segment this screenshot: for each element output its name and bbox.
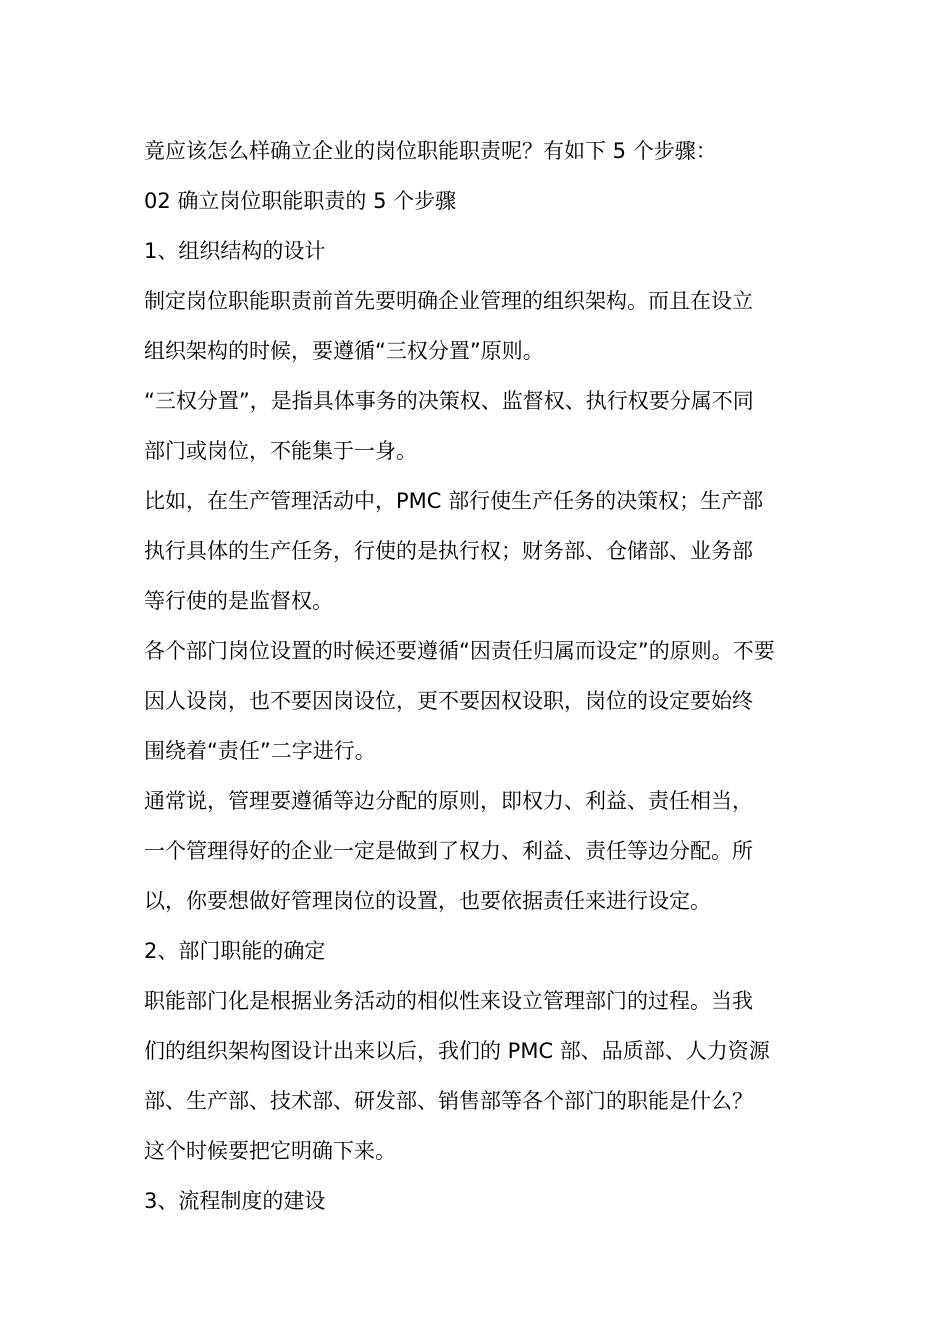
- paragraph-line: 组织架构的时候，要遵循“三权分置”原则。: [144, 339, 544, 363]
- paragraph-line: 比如，在生产管理活动中，PMC 部行使生产任务的决策权；生产部: [144, 489, 764, 513]
- paragraph-line: 这个时候要把它明确下来。: [144, 1139, 396, 1163]
- paragraph-line: 们的组织架构图设计出来以后，我们的 PMC 部、品质部、人力资源: [144, 1039, 770, 1063]
- section-heading: 02 确立岗位职能职责的 5 个步骤: [144, 189, 457, 213]
- paragraph-line: 围绕着“责任”二字进行。: [144, 739, 376, 763]
- paragraph-line: 各个部门岗位设置的时候还要遵循“因责任归属而设定”的原则。不要: [144, 639, 775, 663]
- paragraph-line: 等行使的是监督权。: [144, 589, 333, 613]
- paragraph-line: “三权分置”，是指具体事务的决策权、监督权、执行权要分属不同: [144, 389, 754, 413]
- step-1-heading: 1、组织结构的设计: [144, 239, 326, 263]
- step-3-heading: 3、流程制度的建设: [144, 1189, 326, 1213]
- paragraph-line: 执行具体的生产任务，行使的是执行权；财务部、仓储部、业务部: [144, 539, 753, 563]
- paragraph-line: 制定岗位职能职责前首先要明确企业管理的组织架构。而且在设立: [144, 289, 753, 313]
- step-2-heading: 2、部门职能的确定: [144, 939, 326, 963]
- paragraph-line: 部、生产部、技术部、研发部、销售部等各个部门的职能是什么？: [144, 1089, 753, 1113]
- paragraph-line: 以，你要想做好管理岗位的设置，也要依据责任来进行设定。: [144, 889, 711, 913]
- document-body: [144, 126, 808, 1226]
- paragraph-line: 通常说，管理要遵循等边分配的原则，即权力、利益、责任相当，: [144, 789, 753, 813]
- paragraph-line: 部门或岗位，不能集于一身。: [144, 439, 417, 463]
- paragraph-line: 因人设岗，也不要因岗设位，更不要因权设职，岗位的设定要始终: [144, 689, 753, 713]
- paragraph-line: 职能部门化是根据业务活动的相似性来设立管理部门的过程。当我: [144, 989, 753, 1013]
- paragraph-line: 一个管理得好的企业一定是做到了权力、利益、责任等边分配。所: [144, 839, 753, 863]
- intro-question-line: 竟应该怎么样确立企业的岗位职能职责呢？有如下 5 个步骤：: [144, 139, 717, 163]
